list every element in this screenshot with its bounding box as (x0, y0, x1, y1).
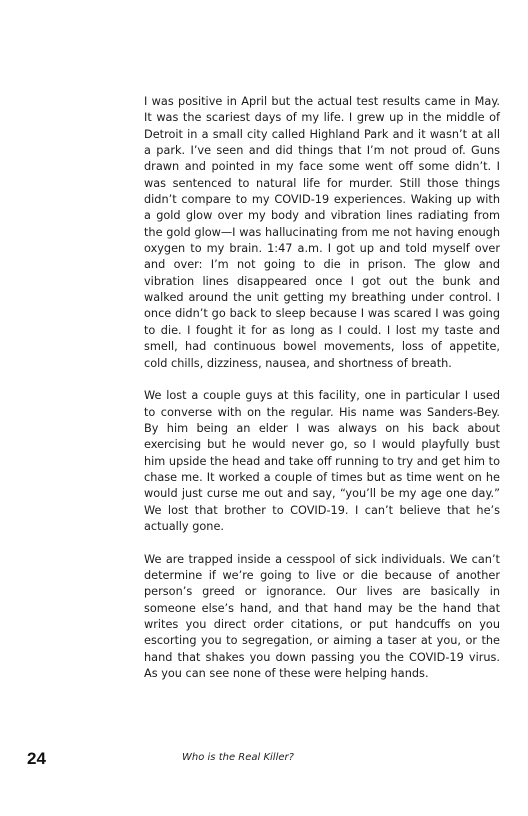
paragraph-covid-experience: I was positive in April but the actual test results came in May. It was the scariest days of my life. I grew up in the middle of Detroit in a small city called Highland Park and it wasn’t at all a park. I’ve seen and did things that I’m not proud of. Guns drawn and pointed in my face some went off some didn’t. I was sentenced to natural life for murder. Still those things didn’t compare to my COVID-19 experiences. Waking up with a gold glow over my body and vibration lines radiating from the gold glow—I was hallucinating from me not having enough oxygen to my brain. 1:47 a.m. I got up and told myself over and over: I’m not going to die in prison. The glow and vibration lines disappeared once I got out the bunk and walked around the unit getting my breathing under control. I once didn’t go back to sleep because I was scared I was going to die. I fought it for as long as I could. I lost my taste and smell, had continuous bowel movements, loss of appetite, cold chills, dizziness, nausea, and shortness of breath. (144, 95, 500, 370)
running-title: Who is the Real Killer? (182, 752, 294, 763)
paragraph-trapped: We are trapped inside a cesspool of sick individuals. We can’t determine if we’re going to live or die because of another person’s greed or ignorance. Our lives are basically in someone else’s hand, and that hand may be the hand that writes you direct order citations, or put handcuffs on you escorting you to segregation, or aiming a taser at you, or the hand that shakes you down passing you the COVID-19 virus. As you can see none of these were helping hands. (144, 552, 500, 681)
page-number: 24 (27, 749, 46, 768)
body-text (144, 94, 500, 682)
paragraph-sanders-bey: We lost a couple guys at this facility, one in particular I used to converse with on the regular. His name was Sanders-Bey. By him being an elder I was always on his back about exercising but he would never go, so I would playfully bust him upside the head and take off running to try and get him to chase me. It worked a couple of times but as time went on he would just curse me out and say, “you’ll be my age one day.” We lost that brother to COVID-19. I can’t believe that he’s actually gone. (144, 389, 500, 533)
